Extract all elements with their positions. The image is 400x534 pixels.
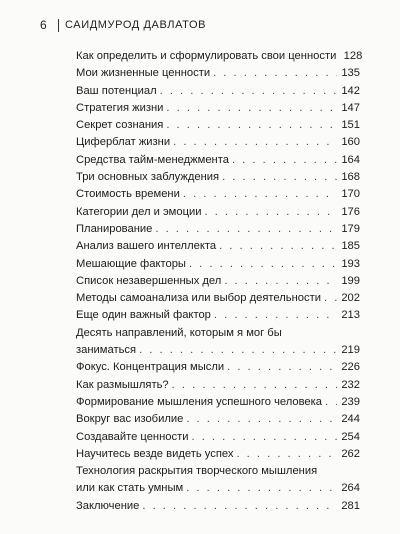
toc-entry-title: Категории дел и эмоции [76,205,202,218]
toc-entry-page: 199 [341,274,360,287]
dot-leader [222,169,337,186]
dot-leader [205,204,338,221]
toc-entry-title: Мешающие факторы [76,257,186,270]
toc-entry-title: Формирование мышления успешного человека [76,395,323,408]
toc-entry [76,273,360,290]
toc-entry-title: Три основных заблуждения [76,171,220,184]
toc-entry-title: Стратегия жизни [76,101,164,114]
toc-entry-page: 244 [341,413,360,426]
dot-leader [172,377,337,394]
toc-entry-title: Создавайте ценности [76,430,189,443]
toc-entry-page: 254 [341,430,360,443]
toc-entry [76,256,360,273]
toc-entry-page: 160 [341,136,360,149]
toc-entry-page: 151 [341,119,360,132]
toc-entry-title: Планирование [76,222,153,235]
toc-entry-page: 239 [341,395,360,408]
toc-entry [76,48,363,65]
toc-entry-title-line2: заниматься [76,344,137,357]
toc-entry [76,463,360,498]
author-name: САИДМУРОД ДАВЛАТОВ [65,19,207,31]
toc-entry-page: 202 [341,292,360,305]
dot-leader [186,411,337,428]
toc-entry-page: 281 [341,499,360,512]
toc-entry-title: Список незавершенных дел [76,274,222,287]
dot-leader [155,221,337,238]
toc-entry [76,204,360,221]
toc-entry [76,169,360,186]
dot-leader [232,152,337,169]
toc-entry-title: Как определить и сформулировать свои ценности [76,50,337,62]
toc-entry-page: 193 [341,257,360,270]
toc-entry-page: 135 [341,67,360,80]
dot-leader [325,394,337,411]
toc-entry-page: 147 [341,101,360,114]
toc-entry [76,221,360,238]
dot-leader [214,307,337,324]
toc-entry [76,394,360,411]
toc-entry [76,429,360,446]
toc-entry [76,359,360,376]
toc-entry-page: 170 [341,188,360,201]
toc-entry-page: 179 [341,222,360,235]
dot-leader [139,342,337,359]
toc-entry-title: Циферблат жизни [76,136,171,149]
dot-leader [186,480,337,497]
toc-entry-title: Фокус. Концентрация мысли [76,361,225,374]
dot-leader [166,100,337,117]
dot-leader [142,498,337,515]
toc-entry-title: Научитесь везде видеть успех [76,447,234,460]
toc-entry-page: 226 [341,361,360,374]
toc-entry-page: 168 [341,171,360,184]
toc-entry-title: Вокруг вас изобилие [76,413,184,426]
toc-entry-page: 142 [341,84,360,97]
toc-entry-title: Как размышлять? [76,378,169,391]
toc-entry [76,307,360,324]
toc-entry-page: 232 [341,378,360,391]
toc-entry-page: 213 [341,309,360,322]
toc-entry [76,290,360,307]
page-number: 6 [40,18,47,32]
toc-entry [76,325,360,360]
toc-entry-title-line1: Десять направлений, которым я мог бы [76,326,282,339]
toc-entry-title: Мои жизненные ценности [76,67,211,80]
toc-entry [76,186,360,203]
table-of-contents [76,48,363,515]
toc-entry-title: Стоимость времени [76,188,180,201]
toc-entry-title: Средства тайм-менеджмента [76,153,229,166]
toc-entry-title: Еще один важный фактор [76,309,211,322]
toc-entry [76,377,360,394]
dot-leader [183,186,337,203]
dot-leader [191,429,337,446]
toc-entry [76,117,360,134]
toc-entry [76,134,360,151]
toc-entry-title: Заключение [76,499,140,512]
header-divider [58,19,59,32]
toc-entry-page: 219 [341,344,360,357]
toc-entry-page: 185 [341,240,360,253]
dot-leader [227,359,337,376]
dot-leader [160,83,337,100]
dot-leader [173,134,337,151]
toc-entry-title: Методы самоанализа или выбор деятельности [76,292,321,305]
toc-entry-title: Ваш потенциал [76,84,157,97]
running-header [40,17,206,33]
toc-entry [76,83,360,100]
toc-entry-page: 176 [341,205,360,218]
dot-leader [213,65,337,82]
dot-leader [324,290,337,307]
dot-leader [236,446,337,463]
toc-entry-page: 164 [341,153,360,166]
toc-entry [76,446,360,463]
toc-entry-page: 128 [343,50,363,62]
toc-entry-title-line2: или как стать умным [76,482,184,495]
toc-entry [76,65,360,82]
toc-entry-page: 264 [341,482,360,495]
dot-leader [166,117,337,134]
toc-entry [76,152,360,169]
toc-entry-title: Секрет сознания [76,119,164,132]
toc-entry [76,411,360,428]
toc-entry-title: Анализ вашего интеллекта [76,240,217,253]
toc-entry-title-line1: Технология раскрытия творческого мышления [76,465,318,478]
dot-leader [189,256,337,273]
toc-entry-page: 262 [341,447,360,460]
toc-entry [76,238,360,255]
toc-entry [76,100,360,117]
dot-leader [219,238,337,255]
toc-entry [76,498,360,515]
dot-leader [224,273,337,290]
